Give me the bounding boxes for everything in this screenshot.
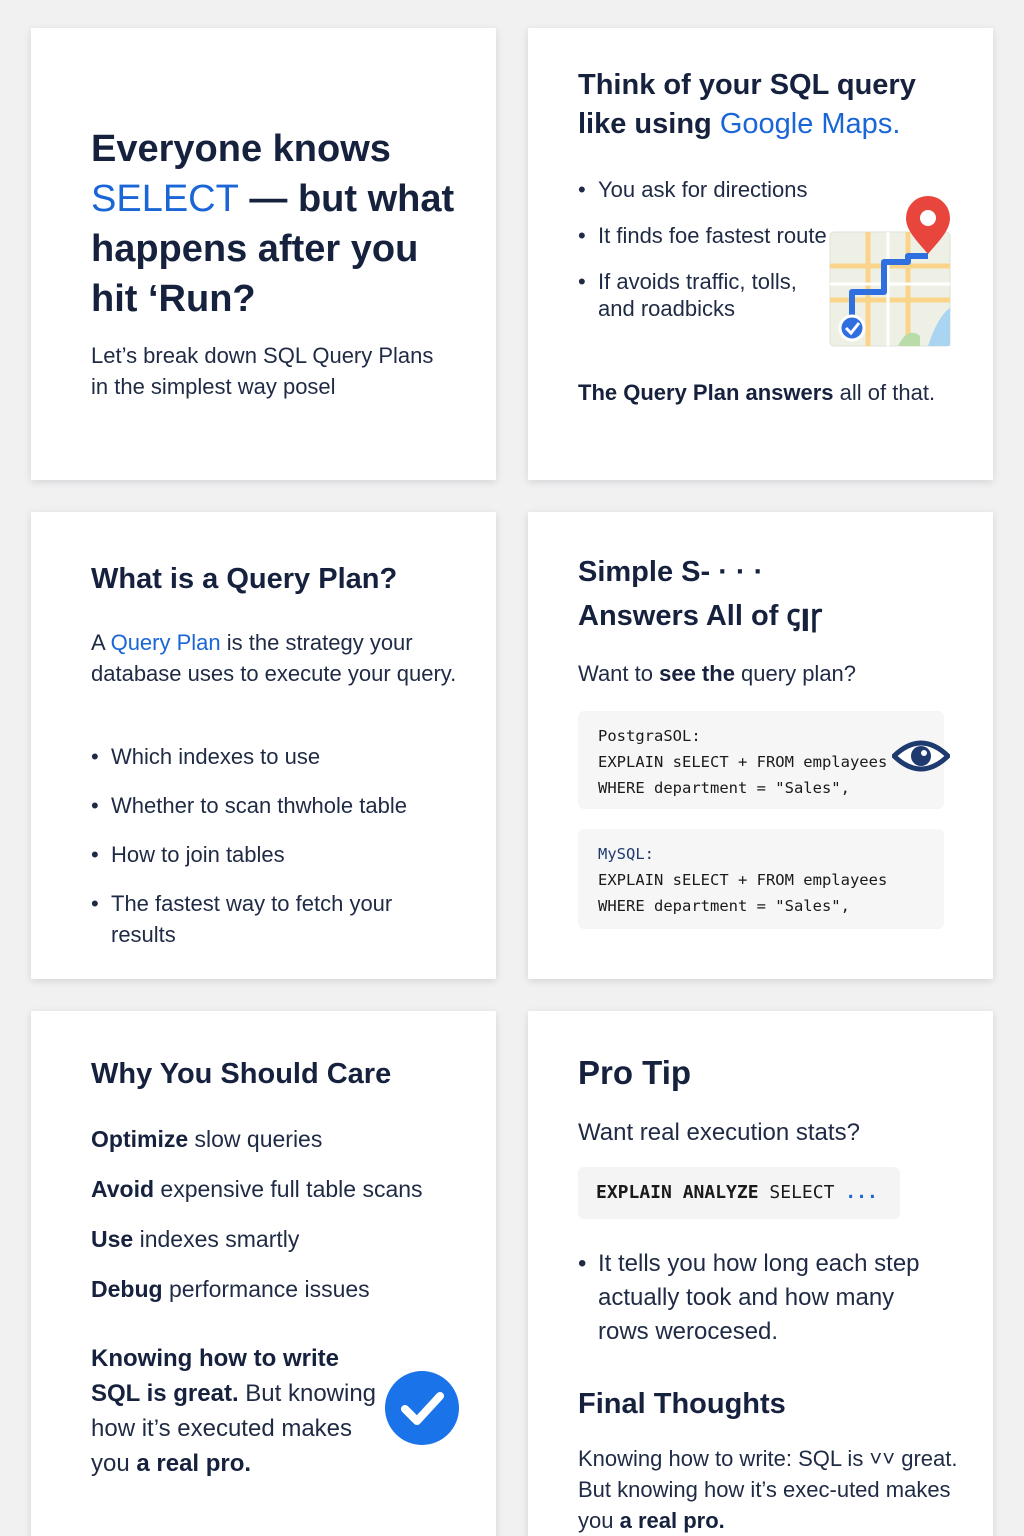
maps-analogy-title <box>578 66 968 144</box>
what-is-title: What is a Query Plan? <box>91 563 398 595</box>
closing-mid: But knowing how it’s executed makes you <box>91 1380 377 1477</box>
simple-answers-title <box>578 550 822 638</box>
closing-bold: Knowing how to write SQL is great. <box>91 1345 339 1407</box>
google-maps-text: Google Maps. <box>719 108 901 140</box>
code-line: WHERE department = "Sales", <box>598 779 850 797</box>
intro-subtitle: Let’s break down SQL Query Plans in the simplest way posel <box>91 343 434 399</box>
eye-icon <box>892 736 950 776</box>
postgres-label: PostgraSOL: <box>598 727 701 745</box>
final-prefix: Knowing how to write: SQL is ˅˅ great. But knowing how it’s exec‑uted makes you <box>578 1446 958 1533</box>
closing-bold-end: a real pro. <box>136 1450 252 1477</box>
see-plan-question <box>578 658 978 689</box>
checkmark-badge-icon <box>383 1369 461 1447</box>
see-query-plan-card <box>528 512 993 979</box>
care-item-rest: expensive full table scans <box>154 1176 423 1202</box>
def-prefix: A <box>91 630 111 655</box>
intro-card <box>31 28 496 480</box>
list-item: • Whether to scan thwhole table <box>91 790 461 821</box>
intro-title <box>91 124 471 324</box>
final-thoughts-text <box>578 1443 958 1536</box>
code-line: WHERE department = "Sales", <box>598 897 850 915</box>
answer-rest: all of that. <box>833 380 936 405</box>
final-bold: a real pro. <box>619 1508 725 1533</box>
code-line: EXPLAIN sELECT + FROM emplayees <box>598 753 888 771</box>
care-item-bold: Use <box>91 1226 134 1252</box>
maps-title-prefix: Think of your SQL query like using <box>578 69 916 140</box>
list-item: • You ask for directions <box>578 176 828 203</box>
code-rest: SELECT <box>758 1182 846 1203</box>
code-keyword: EXPLAIN ANALYZE <box>596 1182 759 1203</box>
explain-analyze-code <box>578 1167 900 1219</box>
select-keyword: SELECT <box>91 178 239 220</box>
list-item: • If avoids traffic, tolls, and roadbicks <box>578 268 828 322</box>
care-item-bold: Optimize <box>91 1126 189 1152</box>
care-item-rest: slow queries <box>188 1126 323 1152</box>
mysql-code-block <box>578 829 944 929</box>
intro-title-line1: Everyone knows <box>91 128 391 170</box>
what-is-query-plan-card <box>31 512 496 979</box>
code-ellipsis: ... <box>845 1182 878 1203</box>
query-plan-answer <box>578 378 968 407</box>
maps-analogy-card <box>528 28 993 480</box>
list-item: • How to join tables <box>91 839 461 870</box>
care-item-bold: Debug <box>91 1276 163 1302</box>
maps-bullet-list <box>578 176 828 322</box>
query-plan-term: Query Plan <box>110 630 221 655</box>
care-item <box>91 1174 423 1204</box>
care-item <box>91 1224 299 1254</box>
care-item <box>91 1274 370 1304</box>
question-prefix: Want to <box>578 661 660 686</box>
intro-title-rest: — but what happens after you hit ‘Run? <box>91 178 455 320</box>
final-thoughts-title: Final Thoughts <box>578 1388 786 1420</box>
plan-bullet-list <box>91 741 461 968</box>
care-item-rest: performance issues <box>162 1276 370 1302</box>
list-item: • It tells you how long each step actually took and how many rows werocesed. <box>578 1247 948 1349</box>
title-line2: Answers All of ꞔꞁꞅ <box>578 600 823 632</box>
def-rest: is the strategy your database uses to execute your query. <box>91 630 457 686</box>
map-pin-icon <box>828 196 952 348</box>
list-item: • It finds foe fastest route <box>578 222 828 249</box>
title-line1: Simple S‑ · · · <box>578 556 764 588</box>
mysql-label: MySQL: <box>598 845 654 863</box>
pro-tip-card <box>528 1011 993 1536</box>
code-line: EXPLAIN sELECT + FROM emplayees <box>598 871 888 889</box>
answer-bold: The Query Plan answers <box>578 380 834 405</box>
care-item-bold: Avoid <box>91 1176 155 1202</box>
pro-tip-bullets <box>578 1247 948 1349</box>
query-plan-definition <box>91 627 461 689</box>
why-care-card <box>31 1011 496 1536</box>
postgres-code-block <box>578 711 944 809</box>
pro-tip-question: Want real execution stats? <box>578 1119 860 1146</box>
closing-statement <box>91 1341 391 1481</box>
list-item: • The fastest way to fetch your results <box>91 888 461 950</box>
list-item: • Which indexes to use <box>91 741 461 772</box>
why-care-title: Why You Should Care <box>91 1058 392 1090</box>
care-item <box>91 1124 322 1154</box>
care-item-rest: indexes smartly <box>133 1226 300 1252</box>
question-bold: see the <box>659 661 735 686</box>
question-rest: query plan? <box>734 661 857 686</box>
pro-tip-title: Pro Tip <box>578 1054 692 1091</box>
